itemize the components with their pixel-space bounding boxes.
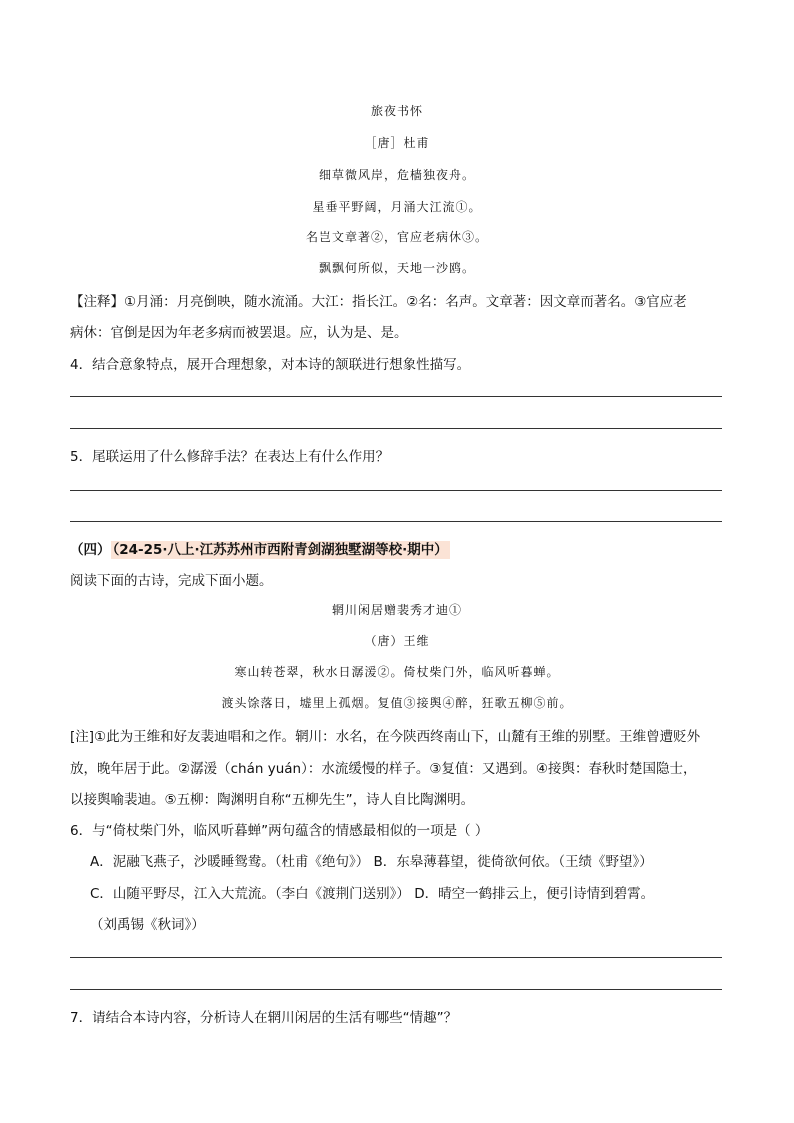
question-4: 4．结合意象特点，展开合理想象，对本诗的颔联进行想象性描写。 [70, 357, 471, 373]
question-6-options-line-1: A．泥融飞燕子，沙暖睡鸳鸯。（杜甫《绝句》） B．东皋薄暮望，徙倚欲何依。（王绩《野望》） [90, 854, 653, 870]
poem2-author: （唐）王维 [364, 634, 430, 648]
poem1-line-3: 名岂文章著②，官应老病休③。 [305, 230, 488, 244]
poem2-note-line-2: 放，晚年居于此。②潺湲（chán yuán）：水流缓慢的样子。③复值：又遇到。④接舆：春秋时楚国隐士， [70, 761, 697, 777]
poem2-title: 辋川闲居赠裴秀才迪① [331, 603, 462, 617]
answer-line[interactable] [70, 490, 722, 491]
section-4-instruction: 阅读下面的古诗，完成下面小题。 [70, 573, 273, 589]
section-4-header [70, 538, 450, 558]
poem1-note-line-2: 病休：官倒是因为年老多病而被罢退。应，认为是、是。 [70, 325, 408, 341]
poem1-note-line-1: 【注释】①月涌：月亮倒映，随水流涌。大江：指长江。②名：名声。文章著：因文章而著名。③官应老 [70, 294, 687, 310]
answer-line[interactable] [70, 396, 722, 397]
poem1-line-1: 细草微风岸，危樯独夜舟。 [318, 168, 475, 182]
answer-line[interactable] [70, 989, 722, 990]
answer-line[interactable] [70, 521, 722, 522]
poem1-line-2: 星垂平野阔，月涌大江流①。 [312, 200, 482, 214]
poem2-note-line-1: [注]①此为王维和好友裴迪唱和之作。辋川：水名，在今陕西终南山下，山麓有王维的别墅。王维曾遭贬外 [70, 729, 701, 745]
poem1-title: 旅夜书怀 [370, 104, 423, 118]
poem2-line-2: 渡头馀落日，墟里上孤烟。复值③接舆④醉，狂歌五柳⑤前。 [221, 696, 573, 710]
section-4-label: （四） [70, 542, 111, 558]
question-6-options-line-3: （刘禹锡《秋词》） [90, 917, 205, 933]
poem2-note-line-3: 以接舆喻裴迪。⑤五柳：陶渊明自称“五柳先生”，诗人自比陶渊明。 [70, 792, 475, 808]
poem1-line-4: 飘飘何所似，天地一沙鸥。 [318, 261, 475, 275]
poem2-line-1: 寒山转苍翠，秋水日潺湲②。倚杖柴门外，临风听暮蝉。 [234, 665, 560, 679]
answer-line[interactable] [70, 428, 722, 429]
poem1-author: ［唐］杜甫 [364, 136, 430, 150]
question-5: 5．尾联运用了什么修辞手法？在表达上有什么作用？ [70, 449, 390, 465]
answer-line[interactable] [70, 957, 722, 958]
section-4-source: （24-25·八上·江苏苏州市西附青剑湖独墅湖等校·期中） [112, 542, 448, 558]
question-6-options-line-2: C．山随平野尽，江入大荒流。（李白《渡荆门送别》） D．晴空一鹤排云上，便引诗情到碧霄。 [90, 886, 655, 902]
question-7: 7．请结合本诗内容，分析诗人在辋川闲居的生活有哪些“情趣”？ [70, 1010, 458, 1026]
question-6-stem: 6．与“倚杖柴门外，临风听暮蝉”两句蕴含的情感最相似的一项是（ ） [70, 823, 489, 839]
